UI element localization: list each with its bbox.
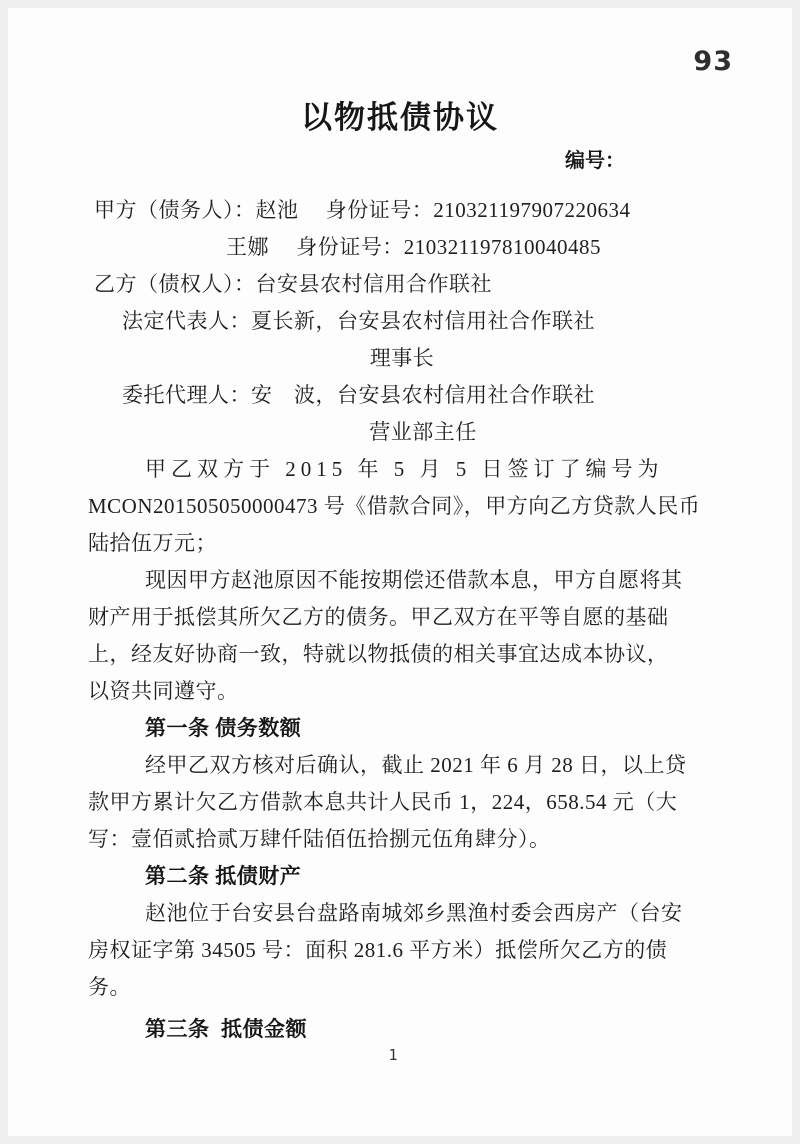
article1-line3: 写：壹佰贰拾贰万肆仟陆佰伍拾捌元伍角肆分）。 xyxy=(88,827,551,851)
agent-title: 营业部主任 xyxy=(369,420,477,444)
legal-rep-title: 理事长 xyxy=(369,346,435,370)
legal-rep-line: 法定代表人：夏长新，台安县农村信用社合作联社 xyxy=(122,309,595,333)
party-a-line2: 王娜 身份证号：210321197810040485 xyxy=(226,235,601,259)
article2-line1: 赵池位于台安县台盘路南城郊乡黑渔村委会西房产（台安 xyxy=(145,901,683,925)
party-b-line: 乙方（债权人）：台安县农村信用合作联社 xyxy=(94,272,492,296)
agent-line: 委托代理人：安 波，台安县农村信用社合作联社 xyxy=(122,383,595,407)
document-body xyxy=(88,192,716,1048)
intro-line3: 陆拾伍万元； xyxy=(88,531,217,555)
intro-line1: 甲乙双方于 2015 年 5 月 5 日签订了编号为 xyxy=(145,457,664,481)
article1-heading: 第一条 债务数额 xyxy=(145,716,302,740)
footer-page-number: 1 xyxy=(388,1046,398,1064)
article2-heading: 第二条 抵债财产 xyxy=(145,864,302,888)
ref-number-label: 编号： xyxy=(565,150,625,172)
recital-line1: 现因甲方赵池原因不能按期偿还借款本息，甲方自愿将其 xyxy=(145,568,683,592)
article1-line2: 款甲方累计欠乙方借款本息共计人民币 1，224，658.54 元（大 xyxy=(88,790,678,814)
article3-heading: 第三条 抵债金额 xyxy=(145,1017,307,1041)
recital-line4: 以资共同遵守。 xyxy=(88,679,239,703)
page-stamp-number: 93 xyxy=(693,46,733,77)
article2-line2: 房权证字第 34505 号：面积 281.6 平方米）抵偿所欠乙方的债 xyxy=(88,938,668,962)
article1-line1: 经甲乙双方核对后确认，截止 2021 年 6 月 28 日，以上贷 xyxy=(145,753,687,777)
document-title: 以物抵债协议 xyxy=(301,100,499,135)
party-a-line1: 甲方（债务人）：赵池 身份证号：210321197907220634 xyxy=(94,198,631,222)
intro-line2: MCON201505050000473 号《借款合同》，甲方向乙方贷款人民币 xyxy=(88,494,701,518)
recital-line2: 财产用于抵偿其所欠乙方的债务。甲乙双方在平等自愿的基础 xyxy=(88,605,669,629)
recital-line3: 上，经友好协商一致，特就以物抵债的相关事宜达成本协议， xyxy=(88,642,669,666)
document-page xyxy=(8,8,792,1136)
article2-line3: 务。 xyxy=(88,975,131,999)
